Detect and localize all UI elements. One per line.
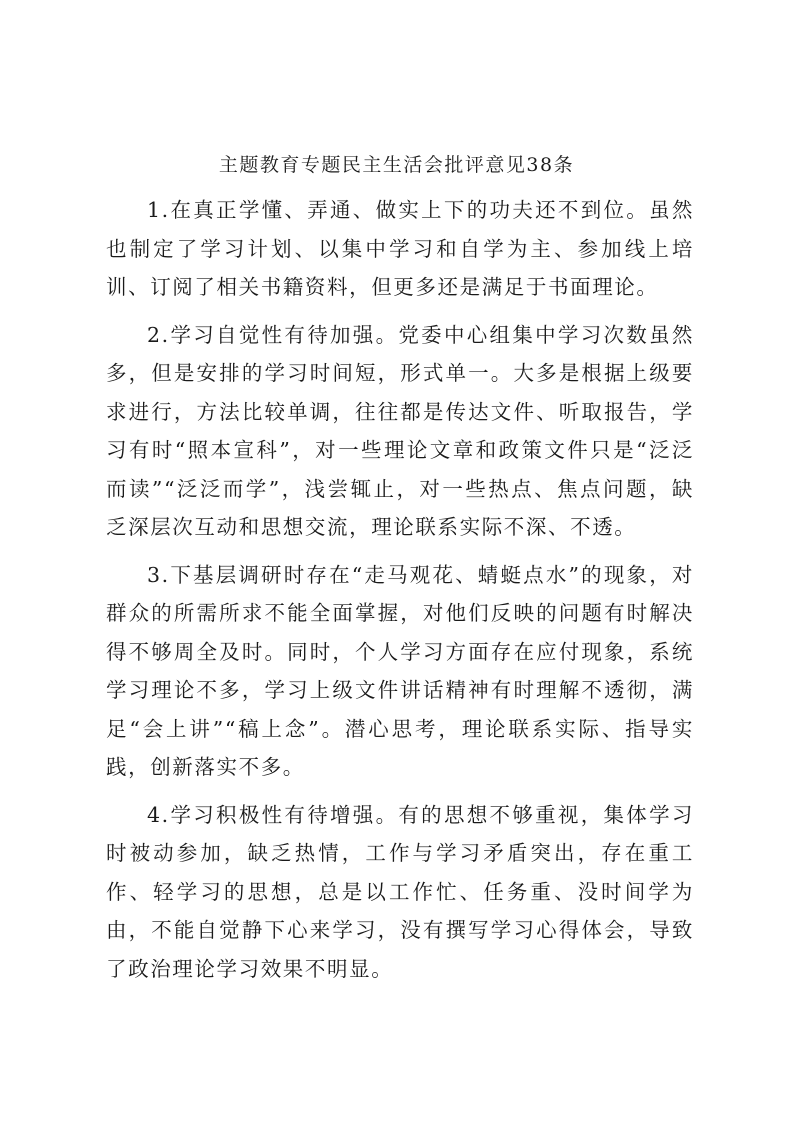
paragraph-2: 2.学习自觉性有待加强。党委中心组集中学习次数虽然多，但是安排的学习时间短，形式单一。大多是根据上级要求进行，方法比较单调，往往都是传达文件、听取报告，学习有时“照本宣科”，对一些理论文章和政策文件只是“泛泛而读”“泛泛而学”，浅尝辄止，对一些热点、焦点问题，缺乏深层次互动和思想交流，理论联系实际不深、不透。	[106, 322, 694, 539]
paragraph-4: 4.学习积极性有待增强。有的思想不够重视，集体学习时被动参加，缺乏热情，工作与学习矛盾突出，存在重工作、轻学习的思想，总是以工作忙、任务重、没时间学为由，不能自觉静下心来学习，没有撰写学习心得体会，导致了政治理论学习效果不明显。	[106, 802, 694, 981]
document-body	[106, 191, 694, 997]
paragraph-1: 1.在真正学懂、弄通、做实上下的功夫还不到位。虽然也制定了学习计划、以集中学习和自学为主、参加线上培训、订阅了相关书籍资料，但更多还是满足于书面理论。	[106, 198, 694, 299]
document-title: 主题教育专题民主生活会批评意见38条	[218, 154, 575, 176]
paragraph-3: 3.下基层调研时存在“走马观花、蜻蜓点水”的现象，对群众的所需所求不能全面掌握，对他们反映的问题有时解决得不够周全及时。同时，个人学习方面存在应付现象，系统学习理论不多，学习上级文件讲话精神有时理解不透彻，满足“会上讲”“稿上念”。潜心思考，理论联系实际、指导实践，创新落实不多。	[106, 562, 694, 779]
